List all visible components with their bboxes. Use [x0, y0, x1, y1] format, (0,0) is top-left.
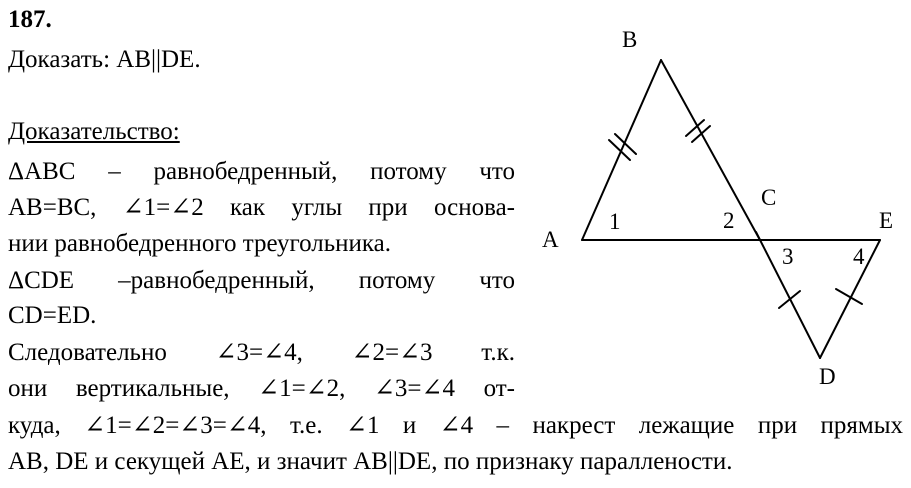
proof-line-1: ΔABC – равнобедренный, потому что: [8, 158, 515, 185]
task-statement: Доказать: AB||DE.: [8, 46, 201, 73]
proof-line-2: AB=BC, ∠1=∠2 как углы при основа-: [8, 194, 515, 221]
label-d: D: [819, 364, 836, 389]
angle-label-4: 4: [853, 244, 865, 269]
problem-number: 187.: [8, 6, 52, 33]
proof-heading: Доказательство:: [8, 118, 180, 145]
segment-bc: [661, 60, 760, 240]
segment-de: [820, 240, 880, 358]
label-c: C: [761, 185, 777, 210]
tick-cd: [779, 291, 800, 308]
label-e: E: [879, 208, 894, 233]
angle-label-1: 1: [609, 209, 621, 234]
proof-line-7: они вертикальные, ∠1=∠2, ∠3=∠4 от-: [8, 375, 515, 402]
proof-line-5: CD=ED.: [8, 302, 97, 329]
segment-ab: [582, 60, 661, 240]
angle-label-3: 3: [782, 244, 794, 269]
angle-label-2: 2: [723, 208, 735, 233]
proof-line-3: нии равнобедренного треугольника.: [8, 230, 392, 257]
proof-line-6: Следовательно ∠3=∠4, ∠2=∠3 т.к.: [8, 339, 515, 366]
label-b: B: [622, 27, 638, 52]
tick-ab-2: [615, 134, 636, 154]
proof-line-9: AB, DE и секущей AE, и значит AB||DE, по признаку параллености.: [8, 448, 733, 475]
label-a: A: [542, 227, 559, 252]
proof-line-4: ΔCDE –равнобедренный, потому что: [8, 267, 515, 294]
proof-line-8: куда, ∠1=∠2=∠3=∠4, т.е. ∠1 и ∠4 – накрест лежащие при прямых: [8, 412, 903, 439]
